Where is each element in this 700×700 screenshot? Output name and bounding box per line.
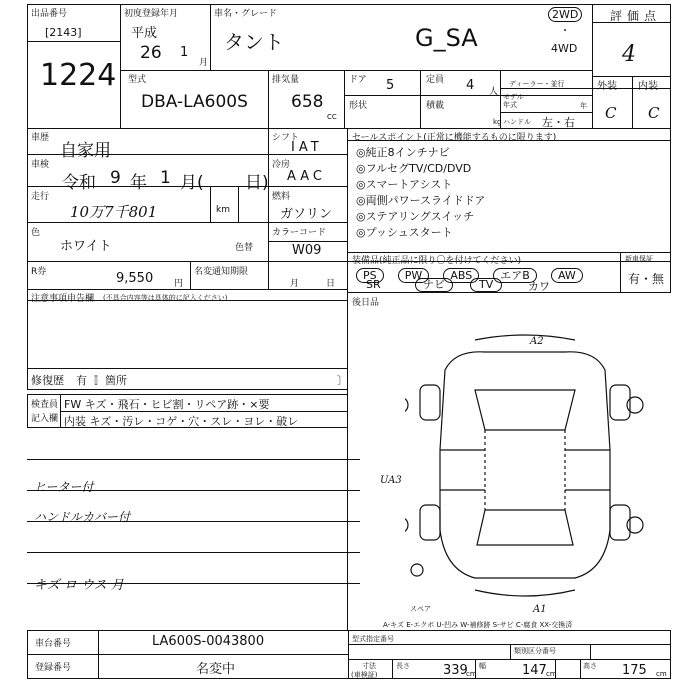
shift-label: シフト bbox=[272, 133, 300, 143]
length-label: 長さ bbox=[396, 662, 410, 670]
recycle-unit: 円 bbox=[174, 279, 184, 289]
car-grade: G_SA bbox=[415, 24, 478, 52]
dealer-model-label: モデル bbox=[503, 93, 524, 101]
chassis-value: LA600S-0043800 bbox=[152, 634, 265, 649]
fuel-label: 燃料 bbox=[272, 192, 291, 202]
equip-aw: AW bbox=[551, 268, 583, 283]
shift-value: IAT bbox=[291, 140, 323, 155]
inspection-label: 車検 bbox=[31, 160, 50, 170]
history-value: 自家用 bbox=[60, 141, 111, 161]
color-value: ホワイト bbox=[60, 239, 112, 254]
displacement-value: 658 bbox=[291, 92, 324, 112]
history-label: 車歴 bbox=[31, 133, 50, 143]
inspector-label2: 記入欄 bbox=[31, 414, 59, 424]
equip-leather: カワ bbox=[528, 280, 550, 293]
rating-int: C bbox=[648, 104, 660, 122]
rating-ext-label: 外装 bbox=[597, 81, 617, 92]
registration-value: 名変中 bbox=[196, 662, 236, 677]
equip-airbag: エアB bbox=[493, 268, 537, 283]
handwritten-line1: ヒーター付 bbox=[34, 480, 94, 494]
model-label: 型式 bbox=[128, 75, 147, 85]
category-label: 類別区分番号 bbox=[514, 647, 556, 655]
length-unit: cm bbox=[466, 670, 477, 678]
lot-code: [2143] bbox=[45, 26, 82, 39]
warranty-value: 有・無 bbox=[628, 272, 665, 286]
rear-seat-label: 後日品 bbox=[352, 298, 380, 308]
aircon-label: 冷房 bbox=[272, 160, 291, 170]
rating-ext: C bbox=[605, 104, 617, 122]
capacity-unit: 人 bbox=[489, 87, 499, 97]
rating-score: 4 bbox=[622, 42, 636, 67]
load-label: 積載 bbox=[426, 101, 445, 111]
handle-value: 左・右 bbox=[542, 116, 575, 129]
chassis-label: 車台番号 bbox=[35, 639, 72, 649]
displacement-label: 排気量 bbox=[272, 75, 300, 85]
mark-top: A2 bbox=[530, 336, 544, 347]
rating-label: 評価点 bbox=[610, 9, 662, 23]
first-reg-era: 平成 bbox=[131, 26, 158, 41]
equip-sr: SR bbox=[366, 278, 381, 291]
dealer-year-unit: 年 bbox=[580, 102, 587, 110]
sales-point-4: ◎両側パワースライドドア bbox=[356, 194, 486, 207]
drive-4wd: 4WD bbox=[551, 42, 578, 55]
sales-point-5: ◎ステアリングスイッチ bbox=[356, 210, 475, 223]
lot-label: 出品番号 bbox=[31, 9, 68, 19]
car-damage-diagram bbox=[405, 330, 650, 620]
capacity-label: 定員 bbox=[426, 75, 445, 85]
inspection-year: 9 bbox=[110, 168, 121, 188]
meas-label1: 寸法 bbox=[362, 662, 376, 670]
handwritten-line2: ハンドルカバー付 bbox=[34, 510, 131, 524]
repair-value: 有〔 bbox=[76, 374, 98, 387]
drive-dot: ・ bbox=[560, 26, 570, 37]
load-unit: kg bbox=[493, 118, 502, 126]
first-reg-year: 26 bbox=[140, 43, 162, 63]
repair-close: 〕箇所 bbox=[94, 374, 127, 387]
first-reg-month-unit: 月 bbox=[199, 58, 209, 68]
lot-number: 1224 bbox=[40, 58, 117, 93]
mileage-value: 10万7千801 bbox=[70, 203, 158, 221]
repair-label: 修復歴 bbox=[31, 374, 64, 387]
notes-sub: (不具合内容等は具体的に記入ください) bbox=[103, 294, 228, 302]
doors-value: 5 bbox=[386, 78, 395, 93]
height-unit: cm bbox=[656, 670, 667, 678]
color-change-label: 色替 bbox=[235, 243, 254, 253]
equip-tv: TV bbox=[470, 278, 502, 292]
width-unit: cm bbox=[546, 670, 557, 678]
height-label: 高さ bbox=[583, 662, 597, 670]
dealer-model-sub: 年式 bbox=[503, 101, 517, 109]
height-value: 175 bbox=[622, 663, 647, 678]
inspector-label1: 検査員 bbox=[31, 400, 59, 410]
dealer-label: ディーラー・並行 bbox=[509, 80, 565, 88]
aircon-value: AAC bbox=[287, 169, 326, 184]
width-label: 幅 bbox=[479, 662, 486, 670]
model-value: DBA-LA600S bbox=[141, 92, 248, 112]
drive-2wd: 2WD bbox=[548, 7, 582, 22]
sales-points-label: セールスポイント(正常に機能するものに限ります) bbox=[352, 133, 557, 143]
inspection-month-unit: 月( bbox=[180, 173, 204, 193]
recycle-value: 9,550 bbox=[116, 271, 154, 286]
equip-abs: ABS bbox=[443, 268, 479, 283]
color-code-label: カラーコード bbox=[272, 228, 327, 238]
equip-ps: PS bbox=[356, 268, 384, 283]
inspector-interior: 内装 キズ・汚レ・コゲ・穴・スレ・ヨレ・破レ bbox=[64, 415, 299, 428]
first-reg-label: 初度登録年月 bbox=[124, 9, 179, 19]
sales-point-2: ◎フルセグTV/CD/DVD bbox=[356, 162, 472, 175]
notice-day-unit: 日 bbox=[326, 279, 336, 289]
inspection-day-unit: 日) bbox=[245, 173, 269, 193]
inspection-month: 1 bbox=[160, 168, 171, 188]
meas-label2: (車検証) bbox=[351, 671, 378, 679]
registration-label: 登録番号 bbox=[35, 663, 72, 673]
handle-label: ハンドル bbox=[503, 118, 531, 126]
sales-point-3: ◎スマートアシスト bbox=[356, 178, 453, 191]
capacity-value: 4 bbox=[466, 78, 475, 93]
notice-month-unit: 月 bbox=[290, 279, 300, 289]
mileage-unit: km bbox=[216, 205, 230, 215]
color-label: 色 bbox=[31, 228, 41, 238]
inspection-year-unit: 年 bbox=[130, 173, 147, 193]
handwritten-line3: キズ ロ ウス 月 bbox=[34, 578, 124, 593]
equipment-label: 装備品(純正品に限り〇を付けてください) bbox=[352, 256, 522, 266]
car-label: 車名・グレード bbox=[214, 9, 278, 19]
displacement-unit: CC bbox=[327, 113, 337, 121]
repair-bracket: 〕 bbox=[337, 374, 348, 387]
fuel-value: ガソリン bbox=[280, 207, 333, 222]
warranty-label: 新車保証 bbox=[625, 255, 653, 263]
car-name: タント bbox=[224, 30, 284, 54]
sales-point-1: ◎純正8インチナビ bbox=[356, 146, 450, 159]
first-reg-month: 1 bbox=[180, 45, 189, 60]
length-value: 339 bbox=[443, 663, 468, 678]
mark-side: UA3 bbox=[380, 475, 402, 486]
color-code: W09 bbox=[292, 243, 322, 258]
doors-label: ドア bbox=[349, 75, 367, 85]
sales-point-6: ◎プッシュスタート bbox=[356, 226, 453, 239]
notice-label: 名変通知期限 bbox=[194, 267, 249, 277]
mark-bottom: A1 bbox=[533, 604, 547, 615]
equip-navi: ナビ bbox=[415, 278, 453, 292]
equip-pw: PW bbox=[398, 268, 430, 283]
spare-label: スペア bbox=[410, 605, 431, 613]
recycle-label: R券 bbox=[31, 267, 47, 277]
designation-label: 型式指定番号 bbox=[352, 635, 394, 643]
rating-int-label: 内装 bbox=[638, 81, 658, 92]
inspection-era: 令和 bbox=[62, 173, 96, 193]
notes-label: 注意事項申告欄 bbox=[31, 294, 95, 304]
mileage-label: 走行 bbox=[31, 192, 50, 202]
inspector-fw: FW キズ・飛石・ヒビ割・リペア跡・×要 bbox=[64, 398, 270, 411]
shape-label: 形状 bbox=[349, 101, 368, 111]
width-value: 147 bbox=[522, 663, 547, 678]
damage-legend: A-キズ E-エクボ U-凹み W-補修跡 S-サビ C-腐食 XX-交換済 bbox=[383, 621, 573, 629]
